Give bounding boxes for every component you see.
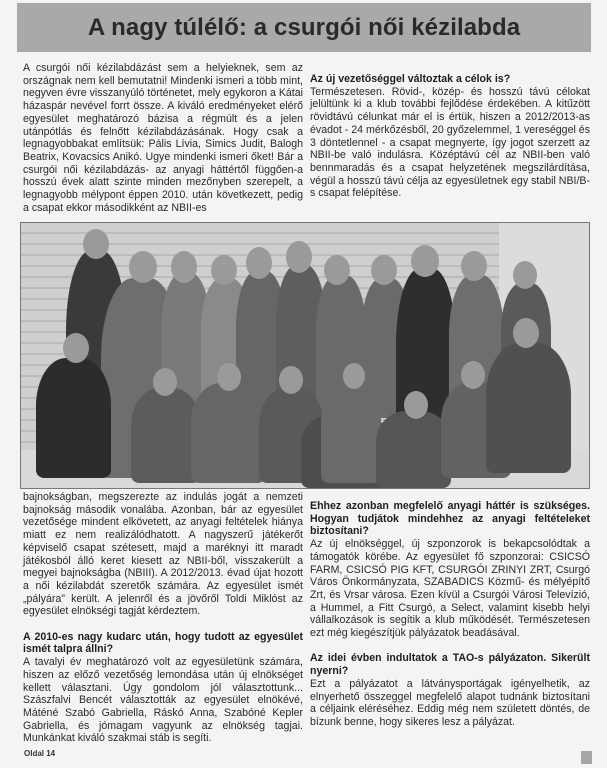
person-head [279, 366, 303, 394]
person-head [217, 363, 241, 391]
person-head [153, 368, 177, 396]
person-head [513, 318, 539, 348]
person-head [63, 333, 89, 363]
qa-column-bottom [310, 500, 590, 729]
person-head [404, 391, 428, 419]
person-figure [321, 383, 381, 483]
answer-3: Az új elnökséggel, új szponzorok is bekapcsolódtak a támogatók körébe. Az egyesület fő szponzorai: CSICSÓ FARM, CSICSÓ PIG KFT, CSURGÓI ZRINYI ZRT, Csurgó Város Önkormányzata, SZABADICS Közmű- és mélyépítő Zrt, és Vrsar városa. Ezen kívül a Csurgói Városi Televízió, a Hummel, a Fitt Csurgó, a Select, valamint kisebb helyi vállalkozások is segítik a klub működését. Természetesen ezt még kiegészítjük pályázatok beadásával. [310, 538, 590, 640]
person-head [246, 247, 272, 279]
person-head [411, 245, 439, 277]
question-2: A 2010-es nagy kudarc után, hogy tudott az egyesület ismét talpra állni? [23, 630, 303, 656]
title-banner [17, 3, 591, 52]
answer-2: A tavalyi év meghatározó volt az egyesületünk számára, hiszen az előző vezetőség lemondása után új elnökséget kellett választani. Úgy gondolom jól választottunk... Szászfalvi Bencét választották az egyesület elnökévé, Máténé Szabó Gabriella, Ráskó Anna, Szabóné Kepler Gabriella, és jómagam vagyunk az elnökség tagjai. Munkánkat kiváló szakmai stáb is segíti. [23, 656, 303, 745]
person-head [343, 363, 365, 389]
person-head [129, 251, 157, 283]
intro-column-bottom [23, 491, 303, 745]
person-head [461, 361, 485, 389]
person-figure [191, 383, 266, 483]
qa-column-top [310, 73, 590, 200]
question-3: Ehhez azonban megfelelő anyagi háttér is szükséges. Hogyan tudjátok mindehhez az anyagi feltételeket biztosítani? [310, 500, 590, 538]
corner-square-mark [581, 751, 592, 764]
person-figure [486, 343, 571, 473]
person-figure [376, 411, 451, 488]
person-head [371, 255, 397, 285]
page-number: Oldal 14 [24, 749, 56, 758]
person-figure [36, 358, 111, 478]
question-4: Az idei évben indultatok a TAO-s pályázaton. Sikerült nyerni? [310, 652, 590, 678]
question-1: Az új vezetőséggel változtak a célok is? [310, 73, 511, 85]
intro-paragraph-bottom: bajnokságban, megszerezte az indulás jogát a nemzeti bajnokság második vonalába. Azonban, bár az egyesület vezetősége mindent elkövetett, az anyagi feltételek hiánya miatt ez nem realizálódhatott. A nagyszerű játékerőt képviselő csapat szétesett, majd a maréknyi itt maradt játékosból álló keret kiesett az NBII-ből, visszakerült a megyei bajnokságba (NBIII). A 2012/2013. évad újat hozott a női kézilabdát szeretők számára. Az egyesület ismét „pályára" került. A jelenről és a jövőről Toldi Miklóst az egyesület elnökségi tagját kérdeztem. [23, 491, 303, 618]
person-head [211, 255, 237, 285]
intro-paragraph-top: A csurgói női kézilabdázást sem a helyieknek, sem az országnak nem kell bemutatni! Mindenki ismeri a több mint, negyven évre visszanyúló történetet, mely egykoron a Kátai házaspár nevével forrt össze. A kiváló eredményeket elérő egyesület meghatározó bázisa a régmúlt és a jelen utánpótlás és felnőtt kézilabdázásának. Hogy csak a legnagyobbakat említsük: Pális Lívia, Simics Judit, Balogh Beatrix, Kovacsics Anikó. Ugye mindenki ismeri őket! Bár a csurgói női kézilabdázás- az anyagi háttértől függően-a hosszú évek alatt szinte minden mezőnyben szerepelt, a legnagyobb mélypont éppen 2010. után következett, pedig a csapat ekkor másodikként az NBII-es [23, 62, 303, 214]
person-head [513, 261, 537, 289]
person-head [171, 251, 197, 283]
person-head [286, 241, 312, 273]
article-title: A nagy túlélő: a csurgói női kézilabda [87, 13, 521, 41]
intro-column-top [23, 62, 303, 214]
person-head [324, 255, 350, 285]
team-photo [20, 222, 590, 489]
answer-1: Természetesen. Rövid-, közép- és hosszú távú célokat jelültünk ki a klub további fejlődése érdekében. A kitűzött rövidtávú célunkat már el is értük, hiszen a 2012/2013-as évadot - 24 mérkőzésből, 20 győzelemmel, 1 vereséggel és 3 döntetlennel - a csapat megnyerte, így jogot szerzett az NBII-be való indulásra. Középtávú cél az NBII-ben való bennmaradás és a csapat helyzetének megszilárdítása, végül a hosszú távú célja az egyesületnek egy stabil NBI/B-s csapat felépítése. [310, 85, 590, 200]
person-head [83, 229, 109, 259]
answer-4: Ezt a pályázatot a látványsportágak igényelhetik, az elnyerhető összeggel megfelelő alapot tudnánk biztosítani a céljaink eléréséhez. Eddig még nem született döntés, de bízunk benne, hogy sikeres lesz a pályázat. [310, 677, 590, 728]
person-head [461, 251, 487, 281]
